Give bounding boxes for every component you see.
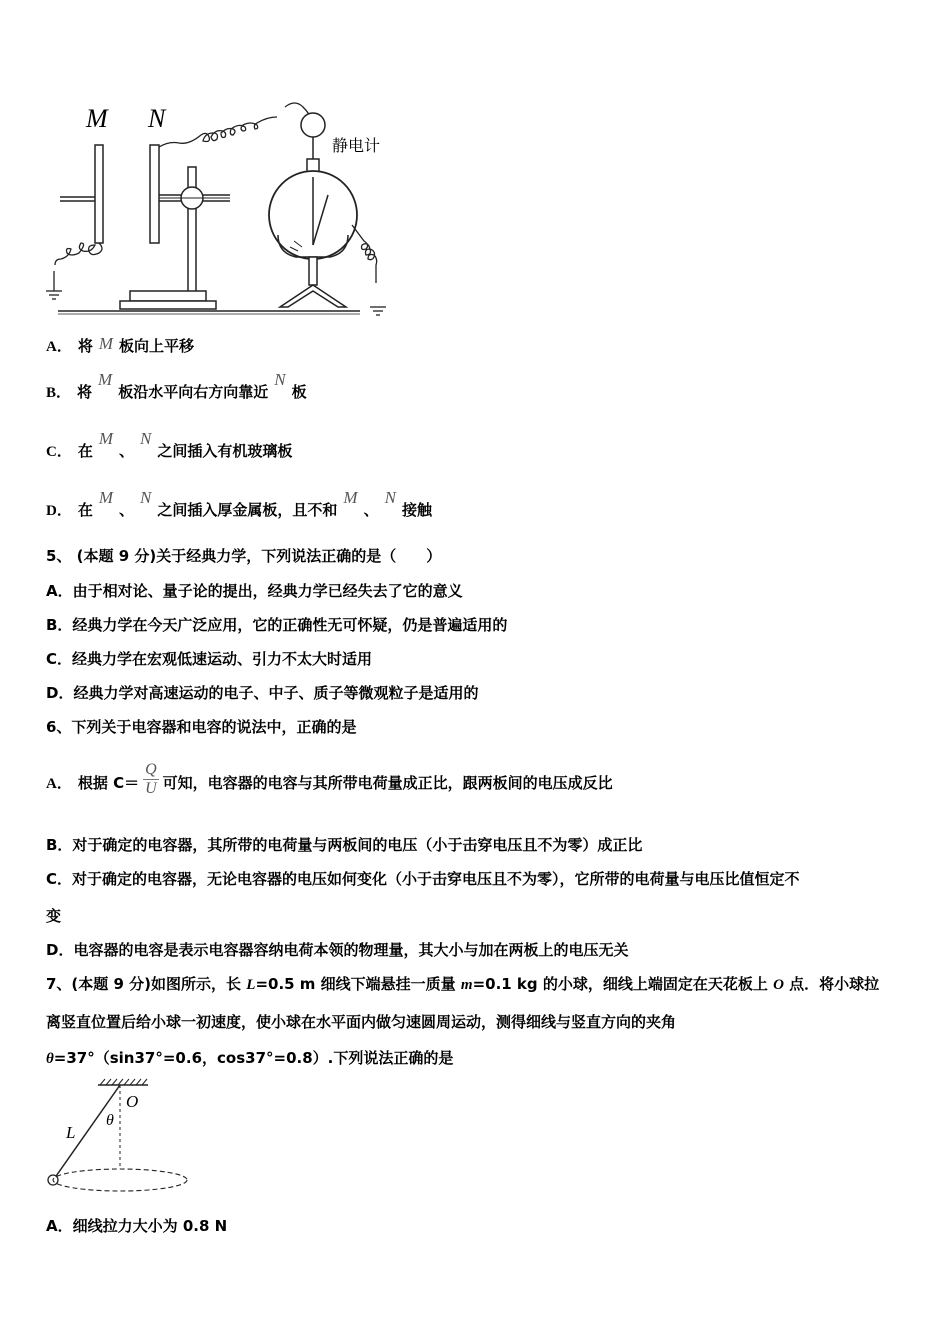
option-label: A． (46, 339, 72, 355)
q6-stem: 6、下列关于电容器和电容的说法中，正确的是 (46, 718, 357, 736)
q7-stem-line2: 离竖直位置后给小球一初速度，使小球在水平面内做匀速圆周运动，测得细线与竖直方向的夹角 (46, 1013, 677, 1031)
option-text: 可知，电容器的电容与其所带电荷量成正比，跟两板间的电压成反比 (162, 774, 613, 792)
option-text: 根据 C＝ (77, 774, 140, 792)
fig-label-l: L (66, 1123, 76, 1142)
conical-pendulum-figure (40, 1075, 200, 1200)
q4-option-a (46, 336, 194, 357)
stem-text: =37°（sin37°=0.6，cos37°=0.8）.下列说法正确的是 (53, 1049, 454, 1067)
fig-label-theta: θ (106, 1112, 114, 1129)
q6-option-c-line1: C．对于确定的电容器，无论电容器的电压如何变化（小于击穿电压且不为零），它所带的电荷量与电压比值恒定不 (46, 870, 800, 888)
option-label: C． (46, 444, 72, 460)
q5-option-d: D．经典力学对高速运动的电子、中子、质子等微观粒子是适用的 (46, 684, 479, 702)
var-m: M (343, 488, 358, 507)
var-m: M (98, 334, 114, 353)
option-text: 板沿水平向右方向靠近 (118, 383, 269, 401)
option-text: 板 (291, 383, 307, 401)
q5-option-b: B．经典力学在今天广泛应用，它的正确性无可怀疑，仍是普遍适用的 (46, 616, 508, 634)
option-text: 、 (119, 442, 135, 460)
label-meter: 静电计 (332, 136, 381, 155)
q4-option-b (46, 370, 307, 403)
var-n: N (384, 488, 396, 507)
stem-text: 7、(本题 9 分)如图所示，长 (46, 975, 247, 993)
var-m: M (98, 488, 114, 507)
option-text: 在 (77, 501, 93, 519)
stem-text: =0.1 kg 的小球，细线上端固定在天花板上 (472, 975, 774, 993)
var-n: N (140, 429, 152, 448)
q7-option-a: A．细线拉力大小为 0.8 N (46, 1217, 228, 1235)
option-text: 、 (363, 501, 379, 519)
q6-option-d: D．电容器的电容是表示电容器容纳电荷本领的物理量，其大小与加在两板上的电压无关 (46, 941, 629, 959)
stem-text: =0.5 m 细线下端悬挂一质量 (255, 975, 461, 993)
var-theta: θ (46, 1051, 54, 1067)
var-m: M (98, 370, 113, 389)
option-text: 将 (77, 383, 93, 401)
option-text: 接触 (401, 501, 432, 519)
q6-option-a (46, 761, 613, 802)
option-label: D． (46, 503, 72, 519)
option-text: 板向上平移 (119, 337, 195, 355)
q4-option-d (46, 488, 432, 521)
var-m: m (460, 977, 473, 993)
q6-option-b: B．对于确定的电容器，其所带的电荷量与两板间的电压（小于击穿电压且不为零）成正比 (46, 836, 643, 854)
option-text: 之间插入有机玻璃板 (157, 442, 293, 460)
var-n: N (140, 488, 152, 507)
option-text: 、 (119, 501, 135, 519)
option-text: 将 (77, 337, 93, 355)
stem-text: 点．将小球拉 (783, 975, 880, 993)
plate-m (95, 145, 103, 243)
option-label: B． (46, 385, 72, 401)
q6-option-c-line2: 变 (46, 907, 62, 925)
label-m: M (86, 104, 108, 133)
option-label: A． (46, 776, 72, 792)
fig-label-o: O (126, 1092, 139, 1111)
option-text: 之间插入厚金属板，且不和 (157, 501, 338, 519)
plate-n (150, 145, 159, 243)
capacitor-electroscope-figure (40, 95, 400, 325)
q5-option-a: A．由于相对论、量子论的提出，经典力学已经失去了它的意义 (46, 582, 463, 600)
q5-stem: 5、 (本题 9 分)关于经典力学，下列说法正确的是（ ） (46, 547, 442, 565)
var-m: M (98, 429, 114, 448)
q5-option-c: C．经典力学在宏观低速运动、引力不太大时适用 (46, 650, 373, 668)
var-o: O (773, 977, 784, 993)
var-n: N (274, 370, 286, 389)
q7-stem-line3 (46, 1048, 453, 1069)
numerator: Q (145, 761, 157, 778)
denominator: U (145, 780, 157, 797)
fraction-q-over-u (143, 761, 159, 798)
q7-stem-line1 (46, 974, 879, 995)
label-n: N (148, 104, 166, 133)
option-text: 在 (77, 442, 93, 460)
var-l: L (246, 977, 256, 993)
q4-option-c (46, 429, 293, 462)
